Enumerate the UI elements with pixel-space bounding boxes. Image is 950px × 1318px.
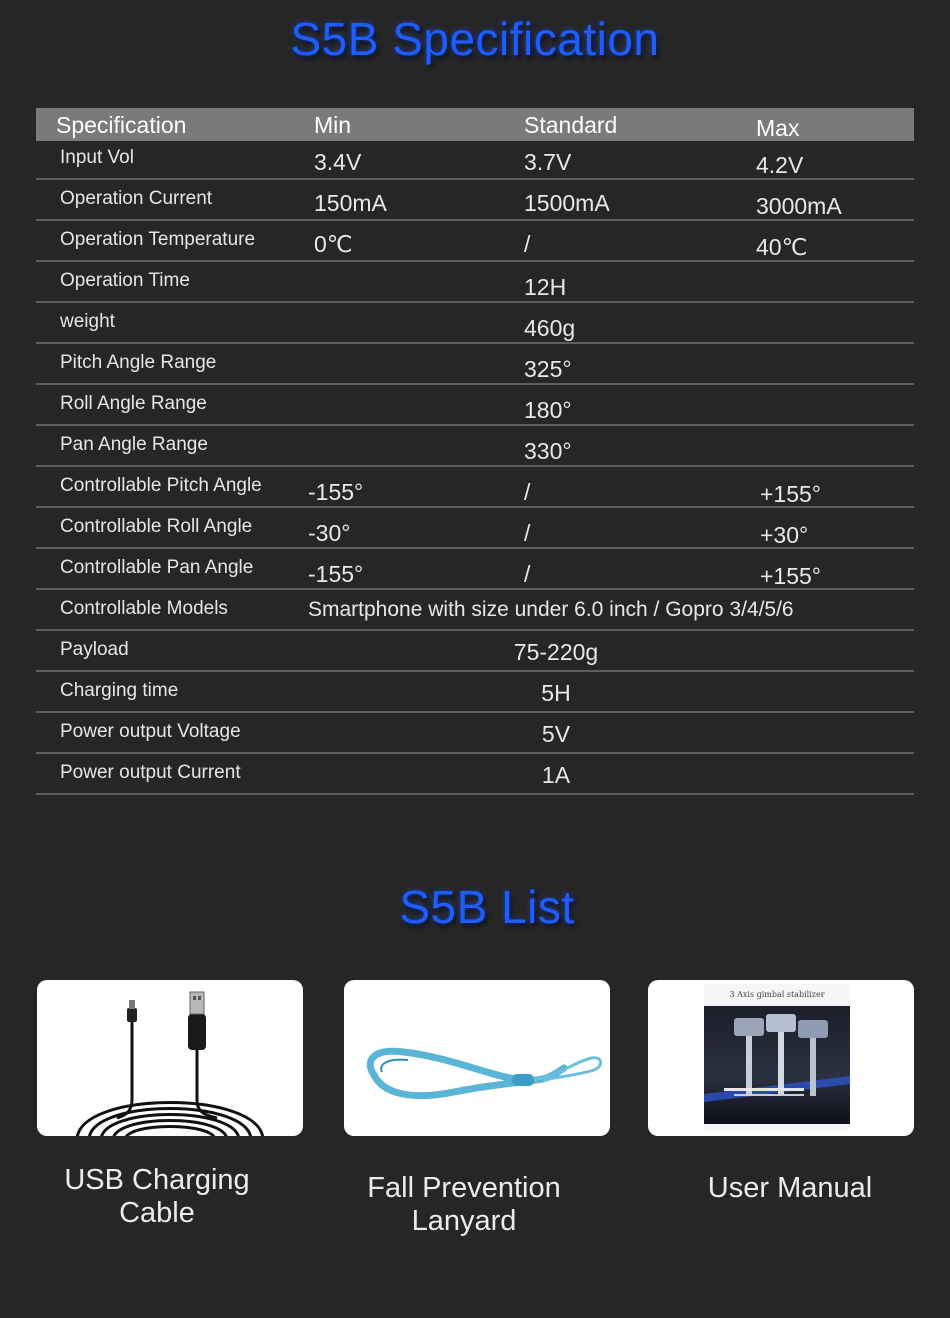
row-std: 180° — [524, 397, 572, 423]
header-min: Min — [314, 112, 352, 138]
row-std: 330° — [524, 438, 572, 464]
header-spec: Specification — [56, 112, 187, 138]
list-title: S5B List — [399, 881, 575, 933]
table-row — [36, 508, 914, 549]
row-label: Power output Voltage — [60, 721, 241, 742]
header-standard: Standard — [524, 112, 618, 138]
usb-cable-icon — [37, 980, 303, 1136]
row-min: -155° — [308, 479, 364, 505]
usb-cable-label-line2: Cable — [119, 1197, 195, 1229]
table-row — [36, 141, 914, 180]
row-center: 75-220g — [513, 639, 599, 665]
row-std: 3.7V — [524, 149, 572, 175]
row-max: +30° — [760, 522, 809, 548]
row-min: 3.4V — [314, 149, 362, 175]
lanyard-label-line1: Fall Prevention — [367, 1172, 561, 1204]
usb-cable-label-line1: USB Charging — [64, 1164, 250, 1196]
table-row — [36, 754, 914, 795]
row-label: Charging time — [60, 680, 179, 701]
table-row — [36, 180, 914, 221]
row-label: Roll Angle Range — [60, 393, 207, 414]
row-label: Controllable Pitch Angle — [60, 475, 262, 496]
row-max: 3000mA — [756, 193, 842, 219]
row-label: Operation Time — [60, 270, 190, 291]
table-row — [36, 549, 914, 590]
row-std: 325° — [524, 356, 572, 382]
table-row — [36, 672, 914, 713]
manual-label-line1: User Manual — [707, 1172, 873, 1204]
row-std: / — [524, 231, 531, 257]
row-std: / — [524, 561, 531, 587]
row-label: Power output Current — [60, 762, 241, 783]
row-label: Controllable Roll Angle — [60, 516, 253, 537]
row-std: 1500mA — [524, 190, 610, 216]
manual-cover-title: 3 Axis gimbal stabilizer — [729, 990, 825, 999]
row-min: -155° — [308, 561, 364, 587]
row-max: 40℃ — [756, 234, 808, 260]
row-center: 5H — [541, 680, 571, 706]
lanyard-label — [331, 1172, 597, 1238]
row-label: Pan Angle Range — [60, 434, 208, 455]
table-row — [36, 344, 914, 385]
table-row — [36, 713, 914, 754]
table-row — [36, 426, 914, 467]
row-std: 12H — [524, 274, 567, 300]
row-label: Controllable Models — [60, 598, 228, 619]
lanyard-icon — [344, 980, 610, 1136]
row-std: / — [524, 479, 531, 505]
table-row — [36, 631, 914, 672]
table-row — [36, 590, 914, 631]
row-label: weight — [60, 311, 115, 332]
row-label: Operation Temperature — [60, 229, 256, 250]
table-row — [36, 221, 914, 262]
row-std: / — [524, 520, 531, 546]
table-row — [36, 262, 914, 303]
table-row — [36, 467, 914, 508]
header-max: Max — [756, 115, 800, 141]
row-max: +155° — [760, 481, 822, 507]
manual-label — [657, 1172, 923, 1205]
spec-title: S5B Specification — [290, 13, 660, 65]
usb-cable-label — [24, 1164, 290, 1230]
table-header — [36, 108, 914, 141]
row-label: Controllable Pan Angle — [60, 557, 254, 578]
row-std: 460g — [524, 315, 576, 341]
spec-table — [36, 108, 914, 795]
row-max: +155° — [760, 563, 822, 589]
row-label: Pitch Angle Range — [60, 352, 217, 373]
row-span: Smartphone with size under 6.0 inch / Gopro 3/4/5/6 — [308, 598, 794, 621]
table-row — [36, 303, 914, 344]
manual-card — [648, 980, 914, 1136]
row-label: Input Vol — [60, 147, 134, 168]
lanyard-label-line2: Lanyard — [411, 1205, 517, 1237]
row-label: Operation Current — [60, 188, 213, 209]
row-min: 0℃ — [314, 231, 353, 257]
table-row — [36, 385, 914, 426]
usb-cable-card — [37, 980, 303, 1136]
lanyard-card — [344, 980, 610, 1136]
row-min: 150mA — [314, 190, 387, 216]
row-min: -30° — [308, 520, 351, 546]
row-center: 1A — [541, 762, 571, 788]
row-max: 4.2V — [756, 152, 804, 178]
row-label: Payload — [60, 639, 129, 660]
row-center: 5V — [541, 721, 571, 747]
manual-cover — [704, 984, 850, 1130]
manual-photo-icon — [704, 984, 850, 1130]
